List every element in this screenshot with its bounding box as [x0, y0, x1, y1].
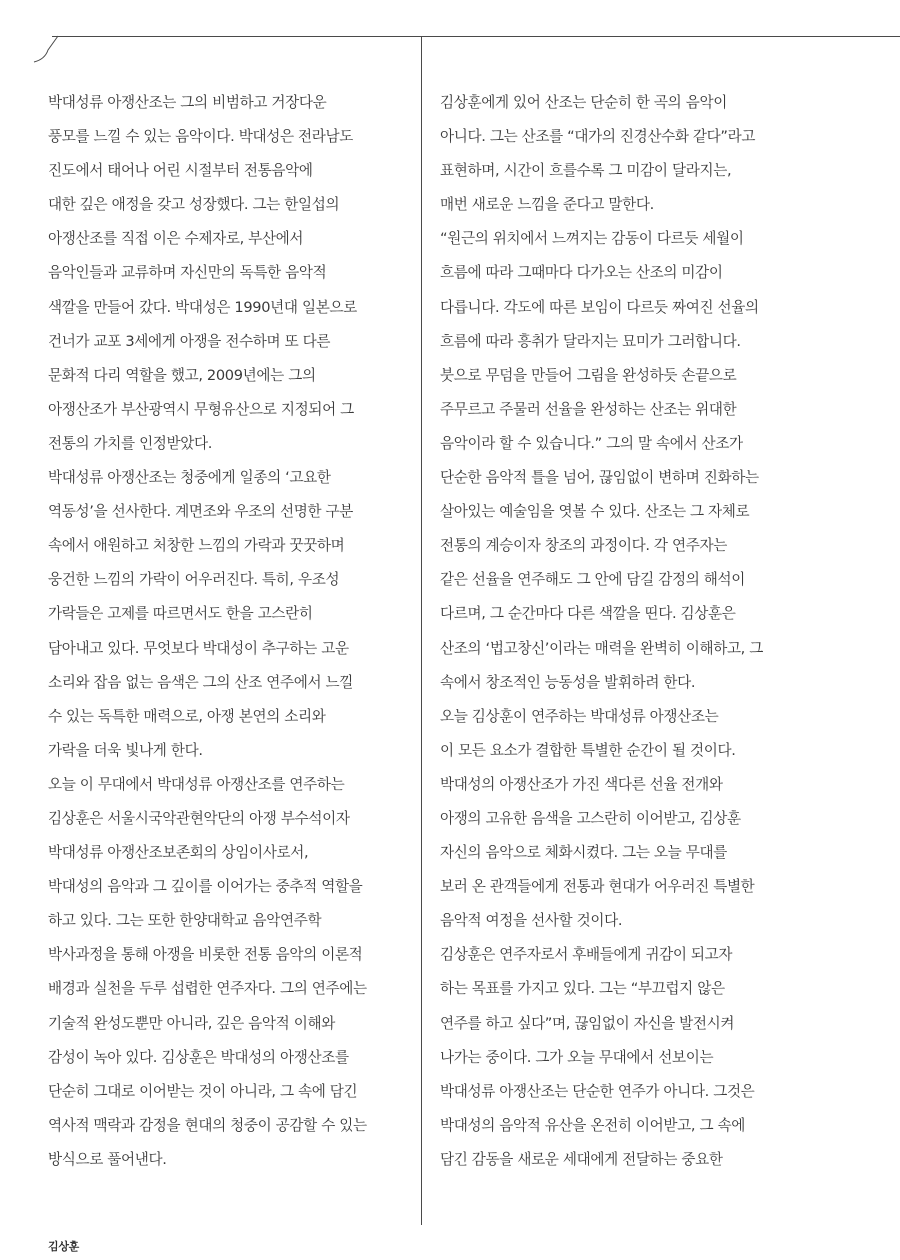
text-line: 수 있는 독특한 매력으로, 아쟁 본연의 소리와	[48, 707, 326, 725]
column-divider	[421, 37, 422, 1225]
text-line: 하는 목표를 가지고 있다. 그는 “부끄럽지 않은	[440, 980, 725, 998]
text-line: 이 모든 요소가 결합한 특별한 순간이 될 것이다.	[440, 741, 736, 759]
left-text-column	[48, 86, 414, 1177]
text-line: 박대성의 아쟁산조가 가진 색다른 선율 전개와	[440, 775, 723, 793]
text-line: 문화적 다리 역할을 했고, 2009년에는 그의	[48, 366, 316, 384]
text-line: 가락들은 고제를 따르면서도 한을 고스란히	[48, 605, 313, 623]
text-line: 박대성류 아쟁산조는 그의 비범하고 거장다운	[48, 94, 327, 111]
text-line: 아쟁산조를 직접 이은 수제자로, 부산에서	[48, 230, 304, 248]
text-line: 속에서 창조적인 능동성을 발휘하려 한다.	[440, 673, 696, 691]
corner-curve-ornament	[0, 0, 60, 64]
text-line: 음악인들과 교류하며 자신만의 독특한 음악적	[48, 264, 327, 282]
text-line: 다릅니다. 각도에 따른 보임이 다르듯 짜여진 선율의	[440, 298, 759, 316]
text-line: 방식으로 풀어낸다.	[48, 1150, 167, 1168]
text-line: 흐름에 따라 그때마다 다가오는 산조의 미감이	[440, 264, 723, 282]
text-line: 단순한 음악적 틀을 넘어, 끊임없이 변하며 진화하는	[440, 469, 759, 487]
text-line: 주무르고 주물러 선율을 완성하는 산조는 위대한	[440, 400, 737, 418]
text-line: 대한 깊은 애정을 갖고 성장했다. 그는 한일섭의	[48, 196, 340, 214]
text-line: 전통의 가치를 인정받았다.	[48, 434, 213, 452]
text-line: 오늘 이 무대에서 박대성류 아쟁산조를 연주하는	[48, 775, 345, 793]
text-line: 표현하며, 시간이 흐를수록 그 미감이 달라지는,	[440, 162, 732, 180]
text-line: 풍모를 느낄 수 있는 음악이다. 박대성은 전라남도	[48, 128, 353, 146]
text-line: 단순히 그대로 이어받는 것이 아니라, 그 속에 담긴	[48, 1082, 358, 1100]
text-line: 웅건한 느낌의 가락이 어우러진다. 특히, 우조성	[48, 571, 340, 589]
text-line: 붓으로 무덤을 만들어 그림을 완성하듯 손끝으로	[440, 366, 737, 384]
text-line: 흐름에 따라 흥취가 달라지는 묘미가 그러합니다.	[440, 332, 741, 350]
text-line: 김상훈에게 있어 산조는 단순히 한 곡의 음악이	[440, 94, 727, 111]
text-line: 연주를 하고 싶다”며, 끊임없이 자신을 발전시켜	[440, 1014, 735, 1032]
text-line: 속에서 애원하고 처창한 느낌의 가락과 꿋꿋하며	[48, 537, 345, 555]
text-line: 건너가 교포 3세에게 아쟁을 전수하며 또 다른	[48, 332, 331, 350]
text-line: 가락을 더욱 빛나게 한다.	[48, 741, 203, 759]
text-line: 전통의 계승이자 창조의 과정이다. 각 연주자는	[440, 537, 727, 555]
text-line: 아쟁산조가 부산광역시 무형유산으로 지정되어 그	[48, 400, 354, 418]
text-line: 색깔을 만들어 갔다. 박대성은 1990년대 일본으로	[48, 298, 357, 316]
text-line: 담아내고 있다. 무엇보다 박대성이 추구하는 고운	[48, 639, 349, 657]
right-text-column	[440, 86, 800, 1177]
text-line: 아니다. 그는 산조를 “대가의 진경산수화 같다”라고	[440, 128, 756, 146]
text-line: 박대성류 아쟁산조는 단순한 연주가 아니다. 그것은	[440, 1082, 755, 1100]
text-line: 진도에서 태어나 어린 시절부터 전통음악에	[48, 162, 313, 180]
footer-author-name: 김상훈	[48, 1240, 79, 1253]
text-line: 박대성류 아쟁산조보존회의 상임이사로서,	[48, 844, 309, 862]
top-rule	[52, 36, 900, 37]
text-line: 오늘 김상훈이 연주하는 박대성류 아쟁산조는	[440, 707, 719, 725]
text-line: 기술적 완성도뿐만 아니라, 깊은 음악적 이해와	[48, 1014, 335, 1032]
text-line: 김상훈은 연주자로서 후배들에게 귀감이 되고자	[440, 946, 733, 964]
text-line: 박대성의 음악적 유산을 온전히 이어받고, 그 속에	[440, 1116, 745, 1134]
text-line: 아쟁의 고유한 음색을 고스란히 이어받고, 김상훈	[440, 809, 741, 827]
text-line: 감성이 녹아 있다. 김상훈은 박대성의 아쟁산조를	[48, 1048, 349, 1066]
text-line: 산조의 ‘법고창신’이라는 매력을 완벽히 이해하고, 그	[440, 639, 764, 657]
text-line: 담긴 감동을 새로운 세대에게 전달하는 중요한	[440, 1150, 723, 1168]
text-line: 역사적 맥락과 감정을 현대의 청중이 공감할 수 있는	[48, 1116, 367, 1134]
text-line: 하고 있다. 그는 또한 한양대학교 음악연주학	[48, 912, 322, 930]
text-line: 박대성류 아쟁산조는 청중에게 일종의 ‘고요한	[48, 469, 331, 487]
text-line: 김상훈은 서울시국악관현악단의 아쟁 부수석이자	[48, 809, 350, 827]
text-line: 자신의 음악으로 체화시켰다. 그는 오늘 무대를	[440, 844, 727, 862]
text-line: 매번 새로운 느낌을 준다고 말한다.	[440, 196, 654, 214]
text-line: 역동성’을 선사한다. 계면조와 우조의 선명한 구분	[48, 503, 353, 521]
text-line: 음악이라 할 수 있습니다.” 그의 말 속에서 산조가	[440, 434, 743, 452]
text-line: “원근의 위치에서 느껴지는 감동이 다르듯 세월이	[440, 230, 744, 248]
text-line: 같은 선율을 연주해도 그 안에 담길 감정의 해석이	[440, 571, 745, 589]
text-line: 박대성의 음악과 그 깊이를 이어가는 중추적 역할을	[48, 878, 363, 896]
text-line: 배경과 실천을 두루 섭렵한 연주자다. 그의 연주에는	[48, 980, 367, 998]
text-line: 나가는 중이다. 그가 오늘 무대에서 선보이는	[440, 1048, 714, 1066]
text-line: 박사과정을 통해 아쟁을 비롯한 전통 음악의 이론적	[48, 946, 363, 964]
text-line: 살아있는 예술임을 엿볼 수 있다. 산조는 그 자체로	[440, 503, 750, 521]
text-line: 음악적 여정을 선사할 것이다.	[440, 912, 623, 930]
text-line: 보러 온 관객들에게 전통과 현대가 어우러진 특별한	[440, 878, 755, 896]
text-line: 다르며, 그 순간마다 다른 색깔을 띤다. 김상훈은	[440, 605, 736, 623]
text-line: 소리와 잡음 없는 음색은 그의 산조 연주에서 느낄	[48, 673, 353, 691]
